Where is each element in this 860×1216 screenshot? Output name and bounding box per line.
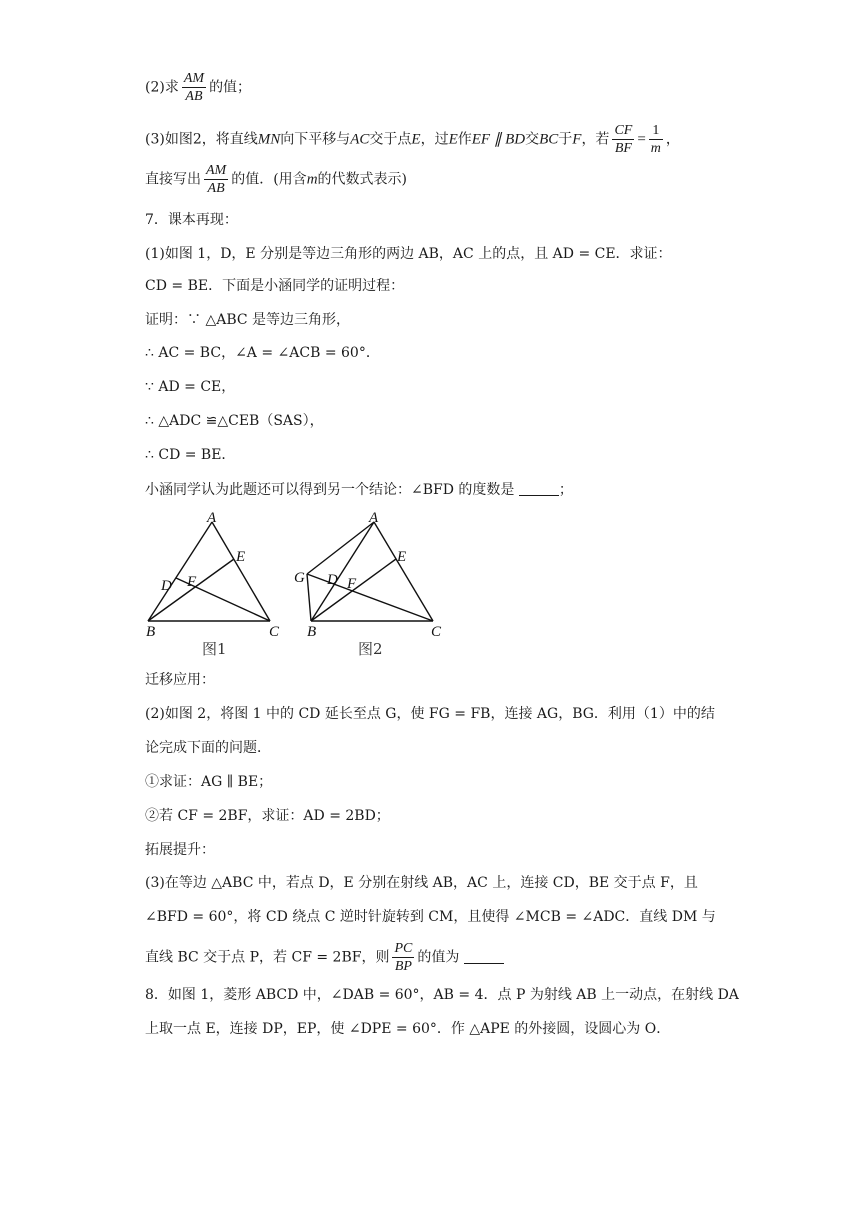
fraction-denominator: BP	[394, 959, 412, 974]
text: 的值．(用含	[231, 171, 307, 188]
figure-2	[307, 522, 433, 621]
figure-1	[148, 522, 270, 621]
text: 作	[457, 131, 472, 148]
label-A: A	[369, 510, 379, 526]
q7-part3-line3	[145, 940, 504, 975]
math: EF ∥ BD	[471, 131, 526, 148]
label-B: B	[146, 624, 156, 640]
q7-proof-line3: ∵ AD = CE，	[145, 379, 236, 395]
label-E: E	[397, 549, 407, 565]
q7-extension-title: 拓展提升：	[145, 842, 215, 858]
q7-part2-line1: (2)如图 2，将图 1 中的 CD 延长至点 G，使 FG = FB，连接 AG，BG．利用（1）中的结	[145, 706, 715, 722]
label-E: E	[236, 549, 246, 565]
text: ；	[558, 482, 573, 498]
text: (3)如图2，将直线	[145, 131, 258, 148]
q7-transfer-title: 迁移应用：	[145, 672, 215, 688]
fraction-pc-bp	[392, 940, 414, 975]
q6-part2-prefix: (2)求	[145, 79, 179, 96]
q6-part3	[145, 122, 680, 157]
fraction-denominator: AB	[185, 89, 203, 104]
text: 的代数式表示)	[317, 171, 407, 188]
fraction-am-ab	[182, 70, 206, 105]
q7-proof-line2: ∴ AC = BC，∠A = ∠ACB = 60°．	[145, 345, 380, 361]
text: ，过	[420, 131, 449, 148]
label-F: F	[187, 574, 197, 590]
figure-2-caption: 图2	[358, 640, 383, 658]
fraction-denominator: AB	[207, 181, 225, 196]
q7-proof-line1: 证明：∵ △ABC 是等边三角形，	[145, 312, 351, 328]
label-G: G	[294, 570, 305, 586]
answer-blank	[464, 949, 504, 964]
math: m	[306, 171, 318, 188]
fraction-numerator: AM	[183, 71, 205, 86]
q7-title: 7．课本再现：	[145, 212, 238, 228]
label-C: C	[269, 624, 280, 640]
label-F: F	[347, 576, 357, 592]
fraction-numerator: 1	[649, 122, 663, 140]
fraction-numerator: CF	[614, 123, 633, 138]
text: 交	[525, 131, 540, 148]
text: 小涵同学认为此题还可以得到另一个结论：∠BFD 的度数是	[145, 482, 515, 498]
figures	[140, 505, 460, 665]
text: 交于点	[369, 131, 412, 148]
label-A: A	[207, 510, 217, 526]
q6-part2	[145, 70, 251, 105]
text: 向下平移与	[280, 131, 351, 148]
figure-1-caption: 图1	[202, 640, 227, 658]
q7-proof-line5: ∴ CD = BE．	[145, 447, 236, 463]
math: MN	[257, 131, 281, 148]
math: AC	[350, 131, 370, 148]
label-C: C	[431, 624, 442, 640]
text: ，若	[581, 131, 610, 148]
q7-proof-line4: ∴ △ADC ≌△CEB（SAS），	[145, 413, 324, 429]
q8-line1: 8．如图 1，菱形 ABCD 中，∠DAB = 60°，AB = 4．点 P 为射线 AB 上一动点，在射线 DA	[145, 987, 739, 1003]
text: 的值为	[417, 949, 460, 966]
q7-part3-line2: ∠BFD = 60°，将 CD 绕点 C 逆时针旋转到 CM，且使得 ∠MCB = ∠ADC．直线 DM 与	[145, 909, 716, 925]
fraction-cf-bf	[612, 122, 634, 157]
label-D: D	[161, 578, 172, 594]
q6-part3-continued	[145, 162, 407, 197]
fraction-numerator: PC	[394, 941, 413, 956]
q7-part3-line1: (3)在等边 △ABC 中，若点 D，E 分别在射线 AB，AC 上，连接 CD，BE 交于点 F，且	[145, 875, 698, 891]
fraction-denominator: BF	[614, 141, 632, 156]
q7-part2-item1: ①求证：AG ∥ BE；	[145, 774, 273, 790]
math: E	[448, 131, 458, 148]
math: F	[572, 131, 582, 148]
answer-blank	[519, 481, 559, 496]
equals-sign: =	[637, 131, 646, 148]
label-D: D	[327, 572, 338, 588]
fraction-am-ab-2	[204, 162, 228, 197]
q7-line2: CD = BE．下面是小涵同学的证明过程：	[145, 278, 405, 294]
math: BC	[539, 131, 559, 148]
q7-line1: (1)如图 1，D，E 分别是等边三角形的两边 AB，AC 上的点，且 AD = CE．求证：	[145, 246, 672, 262]
label-B: B	[307, 624, 317, 640]
q6-part2-suffix: 的值；	[209, 79, 252, 96]
math: E	[411, 131, 421, 148]
fraction-numerator: AM	[206, 163, 227, 178]
fraction-1-m	[649, 122, 663, 157]
q7-question1	[145, 480, 573, 500]
q7-part2-item2: ②若 CF = 2BF，求证：AD = 2BD；	[145, 808, 390, 824]
text: 直接写出	[145, 171, 201, 188]
text: 直线 BC 交于点 P，若 CF = 2BF，则	[145, 949, 390, 966]
text: ，	[665, 131, 680, 148]
q7-part2-line2: 论完成下面的问题．	[145, 740, 271, 756]
q8-line2: 上取一点 E，连接 DP，EP，使 ∠DPE = 60°．作 △APE 的外接圆，设圆心为 O．	[145, 1021, 671, 1037]
fraction-denominator: m	[650, 141, 661, 156]
text: 于	[558, 131, 573, 148]
